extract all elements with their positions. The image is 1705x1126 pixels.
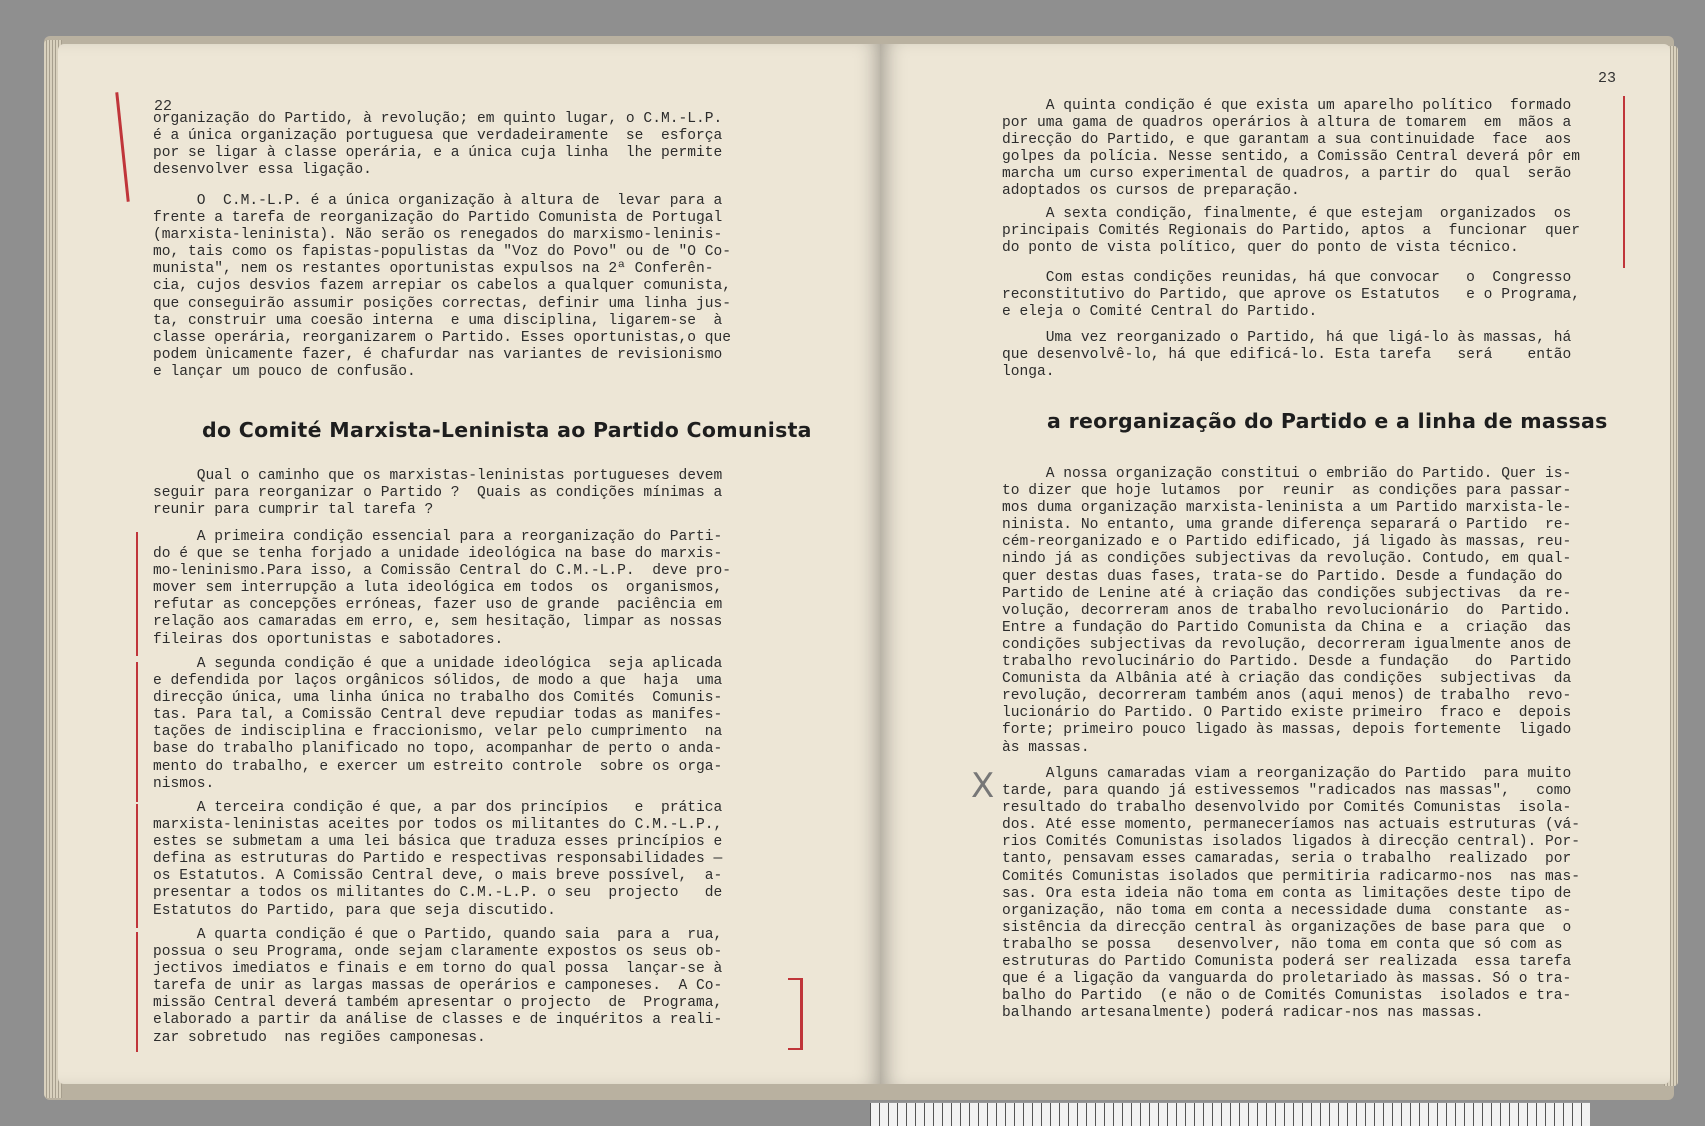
red-bracket (800, 978, 803, 1050)
scale-ruler (870, 1102, 1590, 1126)
left-section-heading: do Comité Marxista-Leninista ao Partido Comunista (202, 418, 812, 442)
left-paragraph-second-condition: A segunda condição é que a unidade ideológica seja aplicada e defendida por laços orgânicos sólidos, de modo a que haja uma direcção única, uma linha única no trabalho dos Comités Comunis- tas. Para tal, a Comissão Central deve repudiar todas as manifes- tações de indisciplina e fraccionismo, velar pelo cumprimento na base do trabalho planificado no topo, acompanhar de perto o anda- mento do trabalho, e exercer um estreito controle sobre os orga- nismos. (153, 656, 723, 792)
right-paragraph-3: Com estas condições reunidas, há que convocar o Congresso reconstitutivo do Partido, que aprove os Estatutos e o Programa, e eleja o Comité Central do Partido. (1002, 270, 1581, 321)
red-margin-line (136, 932, 138, 1052)
page-number-right: 23 (1598, 70, 1617, 87)
red-bracket (788, 978, 802, 980)
left-paragraph-3: Qual o caminho que os marxistas-leninistas portugueses devem seguir para reorganizar o Partido ? Quais as condições mínimas a reunir para cumprir tal tarefa ? (153, 468, 723, 519)
right-paragraph-4: Uma vez reorganizado o Partido, há que ligá-lo às massas, há que desenvolvê-lo, há que edificá-lo. Esta tarefa será então longa. (1002, 330, 1572, 381)
red-margin-line (136, 532, 138, 656)
right-page (880, 44, 1670, 1084)
right-paragraph-sixth-condition: A sexta condição, finalmente, é que estejam organizados os principais Comités Regionais do Partido, aptos a funcionar quer do ponto de vista político, quer do ponto de vista técnico. (1002, 206, 1581, 257)
red-margin-line (136, 804, 138, 928)
red-margin-arrow (115, 92, 129, 202)
page-number-left: 22 (154, 98, 173, 115)
left-paragraph-third-condition: A terceira condição é que, a par dos princípios e prática marxista-leninistas aceites por todos os militantes do C.M.-L.P., estes se submetam a uma lei básica que traduza esses princípios e defina as estruturas do Partido e respectivas responsabilidades — os Estatutos. A Comissão Central deve, o mais breve possível, a- presentar a todos os militantes do C.M.-L.P. o seu projecto de Estatutos do Partido, para que seja discutido. (153, 800, 723, 919)
left-paragraph-1: organização do Partido, à revolução; em quinto lugar, o C.M.-L.P. é a única organização portuguesa que verdadeiramente se esforça por se ligar à classe operária, e a única cuja linha lhe permite desenvolver essa ligação. (153, 111, 723, 179)
right-paragraph-6: Alguns camaradas viam a reorganização do Partido para muito tarde, para quando já estivessemos "radicados nas massas", como resultado do trabalho desenvolvido por Comités Comunistas isola- dos. Até esse momento, permaneceríamos nas actuais estruturas (vá- rios Comités Comunistas isolados ligados à direcção central). Por- tanto, pensavam esses camaradas, seria o trabalho realizado por Comités Comunistas isolados que permitiria radicarmo-nos nas mas- sas. Ora esta ideia não toma em conta as limitações deste tipo de organização, não toma em conta a necessidade duma constante as- sistência da direcção central às organizações de base para que o trabalho se possa desenvolver, não toma em conta que só com as estruturas do Partido Comunista poderá ser realizada essa tarefa que é a ligação da vanguarda do proletariado às massas. Só o tra- balho do Partido (e não o de Comités Comunistas isolados e tra- balhando artesanalmente) poderá radicar-nos nas massas. (1002, 766, 1581, 1022)
red-margin-line (1623, 208, 1625, 268)
left-paragraph-2: O C.M.-L.P. é a única organização à altura de levar para a frente a tarefa de reorganização do Partido Comunista de Portugal (marxista-leninista). Não serão os renegados do marxismo-leninis- mo, tais como os fapistas-populistas da "Voz do Povo" ou de "O Co- munista", nem os restantes oportunistas expulsos na 2ª Conferên- cia, cujos desvios fazem arrepiar os cabelos a qualquer comunista, que conseguirão assumir posições correctas, definir uma linha jus- ta, construir uma coesão interna e uma disciplina, ligarem-se à classe operária, reorganizarem o Partido. Esses oportunistas,o que podem ùnicamente fazer, é chafurdar nas variantes de revisionismo e lançar um pouco de confusão. (153, 193, 732, 380)
red-bracket (788, 1048, 802, 1050)
red-margin-line (136, 662, 138, 802)
left-page (58, 44, 880, 1084)
right-section-heading: a reorganização do Partido e a linha de massas (1047, 409, 1608, 433)
left-paragraph-fourth-condition: A quarta condição é que o Partido, quando saia para a rua, possua o seu Programa, onde sejam claramente expostos os seus ob- jectivos imediatos e finais e em torno do qual possa lançar-se à tarefa de unir as largas massas de operários e camponeses. A Co- missão Central deverá também apresentar o projecto de Programa, elaborado a partir da análise de classes e de inquéritos a reali- zar sobretudo nas regiões camponesas. (153, 927, 723, 1046)
right-paragraph-5: A nossa organização constitui o embrião do Partido. Quer is- to dizer que hoje lutamos por reunir as condições para passar- mos duma organização marxista-leninista a um Partido marxista-le- ninista. No entanto, uma grande diferença separará o Partido re- cém-reorganizado e o Partido edificado, já ligado às massas, reu- nindo já as condições subjectivas da revolução. Contudo, em qual- quer destas duas fases, trata-se do Partido. Desde a fundação do Partido de Lenine até à criação das condições subjectivas da re- volução, decorreram anos de trabalho revolucionário do Partido. Entre a fundação do Partido Comunista da China e a criação das condições subjectivas da revolução, decorreram igualmente anos de trabalho revolucinário do Partido. Desde a fundação do Partido Comunista da Albânia até à criação das condições subjectivas da revolução, decorreram também anos (aqui menos) de trabalho revo- lucionário do Partido. O Partido existe primeiro fraco e depois forte; primeiro pouco ligado às massas, depois fortemente ligado às massas. (1002, 466, 1572, 756)
right-paragraph-fifth-condition: A quinta condição é que exista um aparelho político formado por uma gama de quadros operários à altura de tomarem em mãos a direcção do Partido, e que garantam a sua continuidade face aos golpes da polícia. Nesse sentido, a Comissão Central deverá pôr em marcha um curso experimental de quadros, a partir do qual serão adoptados os cursos de preparação. (1002, 98, 1581, 200)
pencil-x-mark: X (971, 766, 995, 806)
red-margin-line (1623, 96, 1625, 208)
left-paragraph-first-condition: A primeira condição essencial para a reorganização do Parti- do é que se tenha forjado a unidade ideológica na base do marxis- mo-leninismo.Para isso, a Comissão Central do C.M.-L.P. deve pro- mover sem interrupção a luta ideológica em todos os organismos, refutar as concepções erróneas, fazer uso de grande paciência em relação aos camaradas em erro, e, sem hesitação, limpar as nossas fileiras dos oportunistas e sabotadores. (153, 529, 732, 648)
